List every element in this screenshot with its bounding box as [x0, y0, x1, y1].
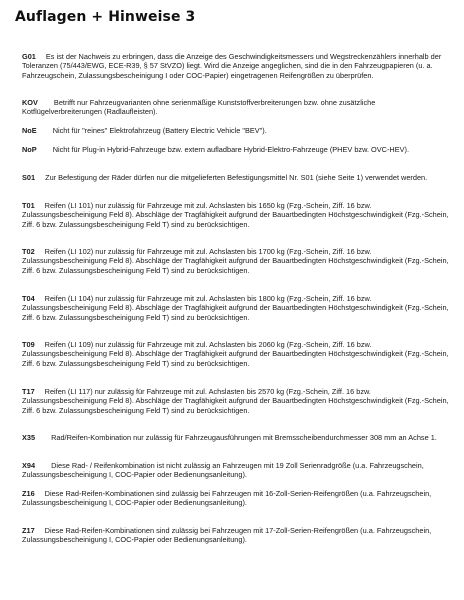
- note-text: Nicht für Plug-in Hybrid-Fahrzeuge bzw. extern aufladbare Hybrid-Elektro-Fahrzeuge (PHEV bzw. OVC-HEV).: [52, 145, 409, 154]
- note-t09: [22, 340, 450, 368]
- note-text: Reifen (LI 104) nur zulässig für Fahrzeuge mit zul. Achslasten bis 1800 kg (Fzg.-Schein, Ziff. 16 bzw. Zulassungsbescheinigung Feld 8). Abschläge der Tragfähigkeit aufgrund der Bauartbedingten Höchstgeschwindigkeit (Fzg.-Schein, Ziff. 6 bzw. Zulassungsbescheinigung Feld T) sind zu berücksichtigen.: [22, 294, 449, 322]
- note-code: X94: [22, 461, 36, 470]
- note-text: Diese Rad- / Reifenkombination ist nicht zulässig an Fahrzeugen mit 19 Zoll Serienradgröße (u.a. Fahrzeugschein, Zulassungsbescheinigung I, COC-Papier oder Bedienungsanleitung).: [22, 461, 424, 480]
- note-x35: [22, 433, 437, 442]
- note-t04: [22, 294, 450, 322]
- page-title: Auflagen + Hinweise 3: [15, 9, 196, 25]
- note-kov: [22, 98, 450, 117]
- note-code: T04: [22, 294, 35, 303]
- note-x94: [22, 461, 450, 480]
- note-text: Rad/Reifen-Kombination nur zulässig für Fahrzeugausführungen mit Bremsscheibendurchmesser 308 mm an Achse 1.: [51, 433, 437, 442]
- note-nop: [22, 145, 409, 154]
- note-t17: [22, 387, 450, 415]
- note-text: Reifen (LI 102) nur zulässig für Fahrzeuge mit zul. Achslasten bis 1700 kg (Fzg.-Schein, Ziff. 16 bzw. Zulassungsbescheinigung Feld 8). Abschläge der Tragfähigkeit aufgrund der Bauartbedingten Höchstgeschwindigkeit (Fzg.-Schein, Ziff. 6 bzw. Zulassungsbescheinigung Feld T) sind zu berücksichtigen.: [22, 247, 449, 275]
- note-code: KOV: [22, 98, 38, 107]
- note-text: Es ist der Nachweis zu erbringen, dass die Anzeige des Geschwindigkeitsmessers und Wegstreckenzählers innerhalb der Toleranzen (75/443/EWG, ECE-R39, § 57 StVZO) liegt. Wird die Anzeige angeglichen, sind die in den Fahrzeugpapieren (u. a. Fahrzeugschein, Zulassungsbescheinigung I oder COC-Papier) eingetragenen Reifengrößen zu überprüfen.: [22, 52, 442, 80]
- note-code: NoP: [22, 145, 37, 154]
- note-code: T01: [22, 201, 35, 210]
- note-g01: [22, 52, 450, 80]
- note-code: NoE: [22, 126, 37, 135]
- note-text: Nicht für "reines" Elektrofahrzeug (Battery Electric Vehicle "BEV").: [52, 126, 267, 135]
- note-t02: [22, 247, 450, 275]
- note-s01: [22, 173, 427, 182]
- note-text: Reifen (LI 117) nur zulässig für Fahrzeuge mit zul. Achslasten bis 2570 kg (Fzg.-Schein, Ziff. 16 bzw. Zulassungsbescheinigung Feld 8). Abschläge der Tragfähigkeit aufgrund der Bauartbedingten Höchstgeschwindigkeit (Fzg.-Schein, Ziff. 6 bzw. Zulassungsbescheinigung Feld T) sind zu berücksichtigen.: [22, 387, 449, 415]
- note-text: Betrifft nur Fahrzeugvarianten ohne serienmäßige Kunststoffverbreiterungen bzw. ohne zusätzliche Kotflügelverbreiterungen (Radlaufleisten).: [22, 98, 376, 117]
- note-noe: [22, 126, 267, 135]
- note-code: X35: [22, 433, 36, 442]
- note-code: G01: [22, 52, 36, 61]
- note-text: Reifen (LI 109) nur zulässig für Fahrzeuge mit zul. Achslasten bis 2060 kg (Fzg.-Schein, Ziff. 16 bzw. Zulassungsbescheinigung Feld 8). Abschläge der Tragfähigkeit aufgrund der Bauartbedingten Höchstgeschwindigkeit (Fzg.-Schein, Ziff. 6 bzw. Zulassungsbescheinigung Feld T) sind zu berücksichtigen.: [22, 340, 449, 368]
- note-code: S01: [22, 173, 36, 182]
- note-code: Z17: [22, 526, 35, 535]
- note-text: Reifen (LI 101) nur zulässig für Fahrzeuge mit zul. Achslasten bis 1650 kg (Fzg.-Schein, Ziff. 16 bzw. Zulassungsbescheinigung Feld 8). Abschläge der Tragfähigkeit aufgrund der Bauartbedingten Höchstgeschwindigkeit (Fzg.-Schein, Ziff. 6 bzw. Zulassungsbescheinigung Feld T) sind zu berücksichtigen.: [22, 201, 449, 229]
- note-t01: [22, 201, 450, 229]
- note-z16: [22, 489, 450, 508]
- note-text: Zur Befestigung der Räder dürfen nur die mitgelieferten Befestigungsmittel Nr. S01 (siehe Seite 1) verwendet werden.: [45, 173, 428, 182]
- note-code: T17: [22, 387, 35, 396]
- note-code: Z16: [22, 489, 35, 498]
- note-z17: [22, 526, 450, 545]
- note-code: T02: [22, 247, 35, 256]
- note-text: Diese Rad-Reifen-Kombinationen sind zulässig bei Fahrzeugen mit 17-Zoll-Serien-Reifengrößen (u.a. Fahrzeugschein, Zulassungsbescheinigung I, COC-Papier oder Bedienungsanleitung).: [22, 526, 432, 545]
- note-code: T09: [22, 340, 35, 349]
- note-text: Diese Rad-Reifen-Kombinationen sind zulässig bei Fahrzeugen mit 16-Zoll-Serien-Reifengrößen (u.a. Fahrzeugschein, Zulassungsbescheinigung I, COC-Papier oder Bedienungsanleitung).: [22, 489, 432, 508]
